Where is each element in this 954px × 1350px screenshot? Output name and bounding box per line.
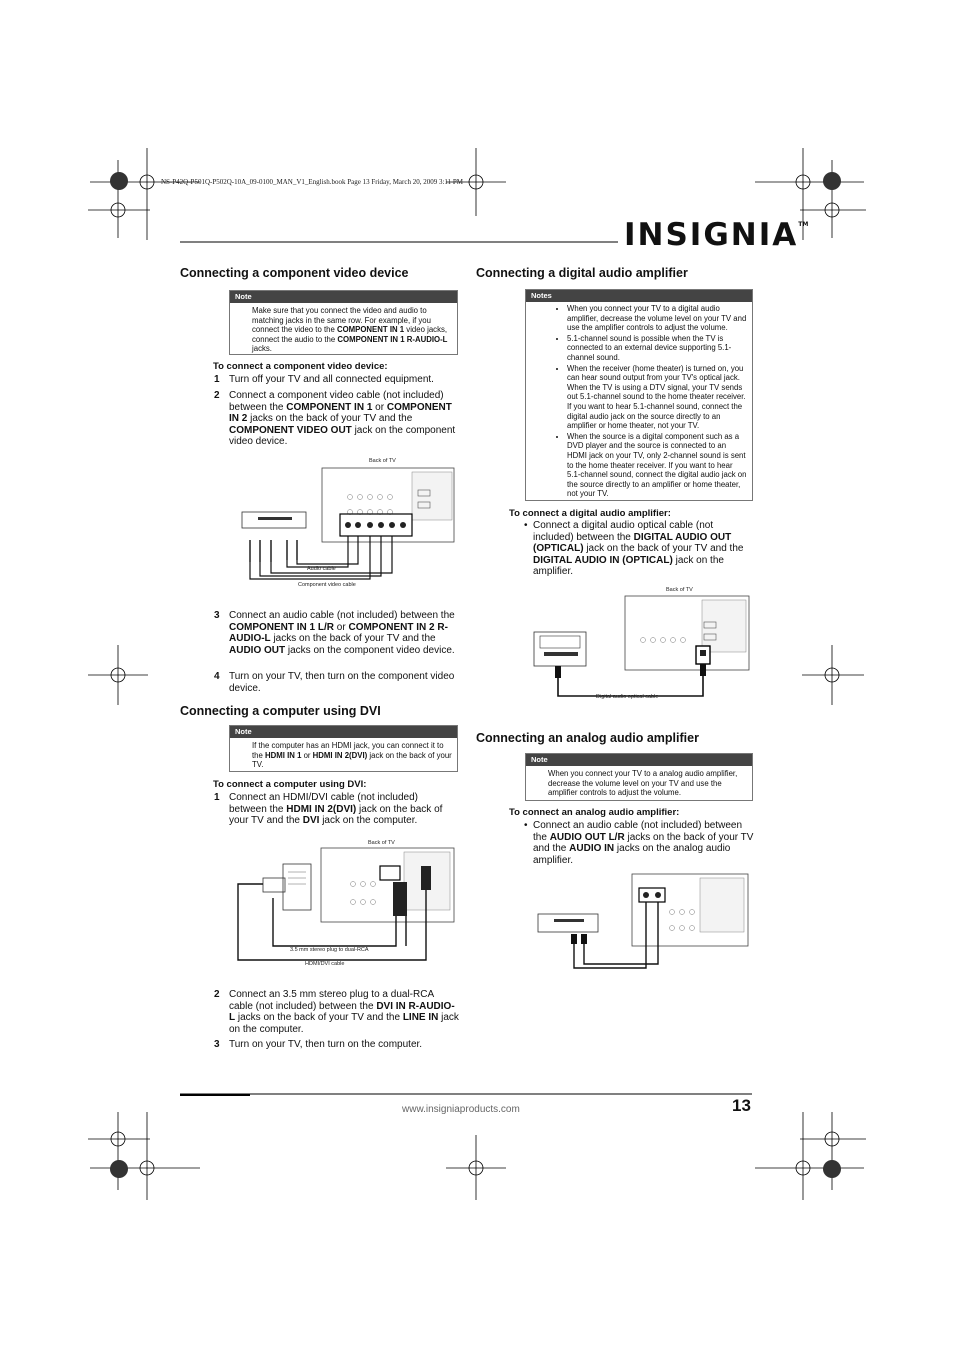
digital-title: Connecting a digital audio amplifier [476,266,688,280]
analog-note [525,753,753,801]
component-note: Note Make sure that you connect the video and audio to matching jacks in the same row. For example, if you connect the video to the COMPONENT IN 1 video jacks, connect the audio to the COMPONENT IN 1 R-AUDIO-L jacks. [229,290,458,355]
fig-optical-cable: Digital audio optical cable [596,694,659,700]
note-label: Note [230,726,457,738]
component-step-1: 1 Turn off your TV and all connected equipment. [214,374,434,385]
fig-back-of-tv: Back of TV [368,840,395,846]
note-item: • When you connect your TV to a digital audio amplifier, decrease the volume level on your TV and use the amplifier controls to adjust the volume. [567,304,747,333]
component-diagram [230,452,462,592]
footer-url: www.insigniaproducts.com [402,1104,520,1115]
brand-logo [624,217,808,253]
analog-title: Connecting an analog audio amplifier [476,731,699,745]
component-step-3: 3 Connect an audio cable (not included) between the COMPONENT IN 1 L/R or COMPONENT IN 2 R-AUDIO-L jacks on the back of your TV and the AUDIO OUT jacks on the component video device. [214,610,455,656]
fig-back-of-tv: Back of TV [369,458,396,464]
digital-notes [525,289,753,501]
component-title: Connecting a component video device [180,266,409,280]
note-item: • When the source is a digital component such as a DVD player and the source is connected to an HDMI jack on your TV, only 2-channel sound is sent to the home theater receiver. If you want to hear 5.1-channel sound, connect the digital audio jack on the source directly to an amplifier or home theater, not your TV. [567,432,747,499]
fig-stereo-cable: 3.5 mm stereo plug to dual-RCA [290,947,369,953]
note-label: Note [230,291,457,303]
fig-back-of-tv: Back of TV [666,587,693,593]
component-procedure: To connect a component video device: [213,361,388,372]
analog-bullet: • Connect an audio cable (not included) between the AUDIO OUT L/R jacks on the back of your TV and the AUDIO IN jacks on the analog audio amplifier. [524,820,754,866]
analog-diagram [532,872,752,972]
digital-procedure: To connect a digital audio amplifier: [509,508,671,519]
file-info: NS-P42Q-P501Q-P502Q-10A_09-0100_MAN_V1_English.book Page 13 Friday, March 20, 2009 3:11 PM [161,178,464,186]
fig-component-cable: Component video cable [298,582,356,588]
digital-notes-list [543,304,747,499]
brand-name: INSIGNIA [624,217,799,253]
digital-bullet: • Connect a digital audio optical cable (not included) between the DIGITAL AUDIO OUT (OPTICAL) jack on the back of your TV and the DIGITAL AUDIO IN (OPTICAL) jack on the amplifier. [524,520,744,577]
dvi-note: Note If the computer has an HDMI jack, you can connect it to the HDMI IN 1 or HDMI IN 2(DVI) jack on the back of your TV. [229,725,458,772]
digital-diagram [528,582,754,706]
dvi-diagram [228,834,460,974]
component-step-2: 2 Connect a component video cable (not included) between the COMPONENT IN 1 or COMPONENT IN 2 jacks on the back of your TV and the COMPONENT VIDEO OUT jack on the component video device. [214,390,456,447]
dvi-step-1: 1 Connect an HDMI/DVI cable (not included) between the HDMI IN 2(DVI) jack on the back of your TV and the DVI jack on the computer. [214,792,443,826]
notes-label: Notes [526,290,752,302]
note-label: Note [526,754,752,766]
page-number: 13 [732,1096,751,1115]
trademark: TM [798,221,809,228]
dvi-title: Connecting a computer using DVI [180,704,381,718]
fig-hdmi-cable: HDMI/DVI cable [305,961,345,967]
fig-audio-cable: Audio cable [307,566,336,572]
dvi-step-2: 2 Connect an 3.5 mm stereo plug to a dual-RCA cable (not included) between the DVI IN R-AUDIO-L jacks on the back of your TV and the LINE IN jack on the computer. [214,989,459,1035]
analog-procedure: To connect an analog audio amplifier: [509,807,680,818]
dvi-procedure: To connect a computer using DVI: [213,779,367,790]
dvi-step-3: 3 Turn on your TV, then turn on the computer. [214,1039,423,1050]
note-item: • When the receiver (home theater) is turned on, you can hear sound output from your TV's optical jack. When the TV is using a DTV signal, your TV sends out 5.1-channel sound to the home theater receiver. If you want to hear 5.1-channel sound, connect the digital audio jack on the source directly to an amplifier or home theater, not your TV. [567,364,747,431]
component-step-4: 4 Turn on your TV, then turn on the component video device. [214,671,455,694]
analog-note-text: When you connect your TV to a analog audio amplifier, decrease the volume level on your TV and use the amplifier controls to adjust the volume. [548,769,738,798]
note-item: • 5.1-channel sound is possible when the TV is connected to an external device supporting 5.1-channel sound. [567,334,747,363]
